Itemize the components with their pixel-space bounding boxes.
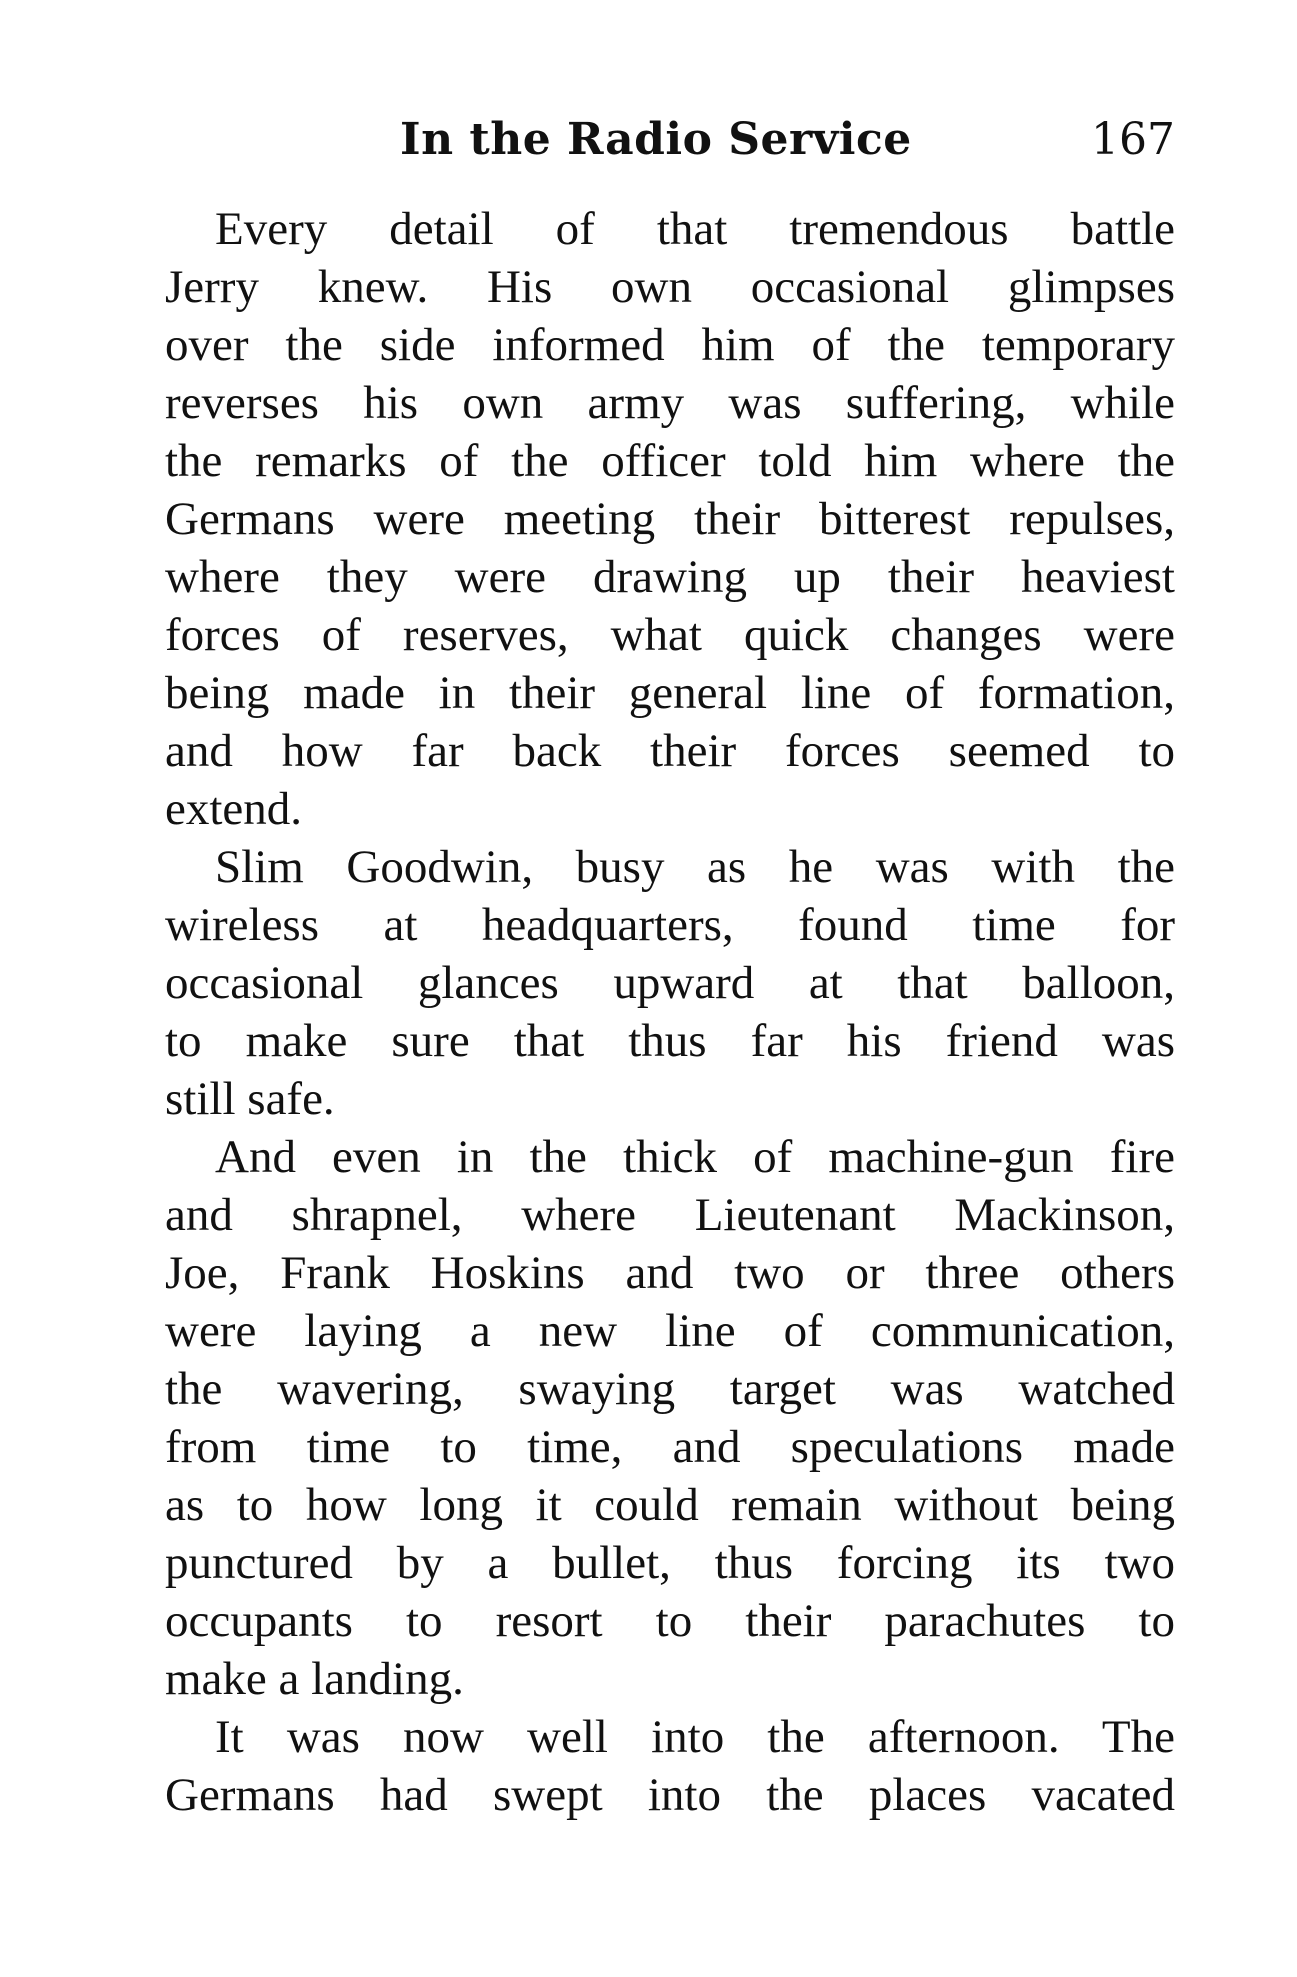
text-line: reverses his own army was suffering, while: [165, 377, 1175, 429]
text-line: Every detail of that tremendous battle: [215, 203, 1175, 255]
text-line: Germans were meeting their bitterest repulses,: [165, 493, 1175, 545]
text-line: being made in their general line of formation,: [165, 667, 1175, 719]
text-line: as to how long it could remain without being: [165, 1479, 1175, 1531]
body-text: [165, 200, 1175, 1824]
page-number: 167: [1091, 114, 1175, 165]
text-line: and shrapnel, where Lieutenant Mackinson,: [165, 1189, 1175, 1241]
text-line: Germans had swept into the places vacated: [165, 1769, 1175, 1821]
text-line: occupants to resort to their parachutes to: [165, 1595, 1175, 1647]
text-line: Jerry knew. His own occasional glimpses: [165, 261, 1175, 313]
running-title: In the Radio Service: [400, 114, 912, 165]
text-line: from time to time, and speculations made: [165, 1421, 1175, 1473]
text-line: over the side informed him of the temporary: [165, 319, 1175, 371]
text-line: occasional glances upward at that balloon,: [165, 957, 1175, 1009]
page-header: [400, 110, 1175, 170]
text-line: the remarks of the officer told him where the: [165, 435, 1175, 487]
text-line: still safe.: [165, 1073, 335, 1125]
text-line: Joe, Frank Hoskins and two or three others: [165, 1247, 1175, 1299]
text-line: were laying a new line of communication,: [165, 1305, 1175, 1357]
text-line: extend.: [165, 783, 303, 835]
text-line: Slim Goodwin, busy as he was with the: [215, 841, 1175, 893]
text-line: to make sure that thus far his friend was: [165, 1015, 1175, 1067]
text-line: forces of reserves, what quick changes were: [165, 609, 1175, 661]
text-line: wireless at headquarters, found time for: [165, 899, 1175, 951]
text-line: It was now well into the afternoon. The: [215, 1711, 1175, 1763]
text-line: make a landing.: [165, 1653, 464, 1705]
text-line: punctured by a bullet, thus forcing its two: [165, 1537, 1175, 1589]
text-line: And even in the thick of machine-gun fire: [215, 1131, 1175, 1183]
text-line: the wavering, swaying target was watched: [165, 1363, 1175, 1415]
text-line: where they were drawing up their heaviest: [165, 551, 1175, 603]
text-line: and how far back their forces seemed to: [165, 725, 1175, 777]
